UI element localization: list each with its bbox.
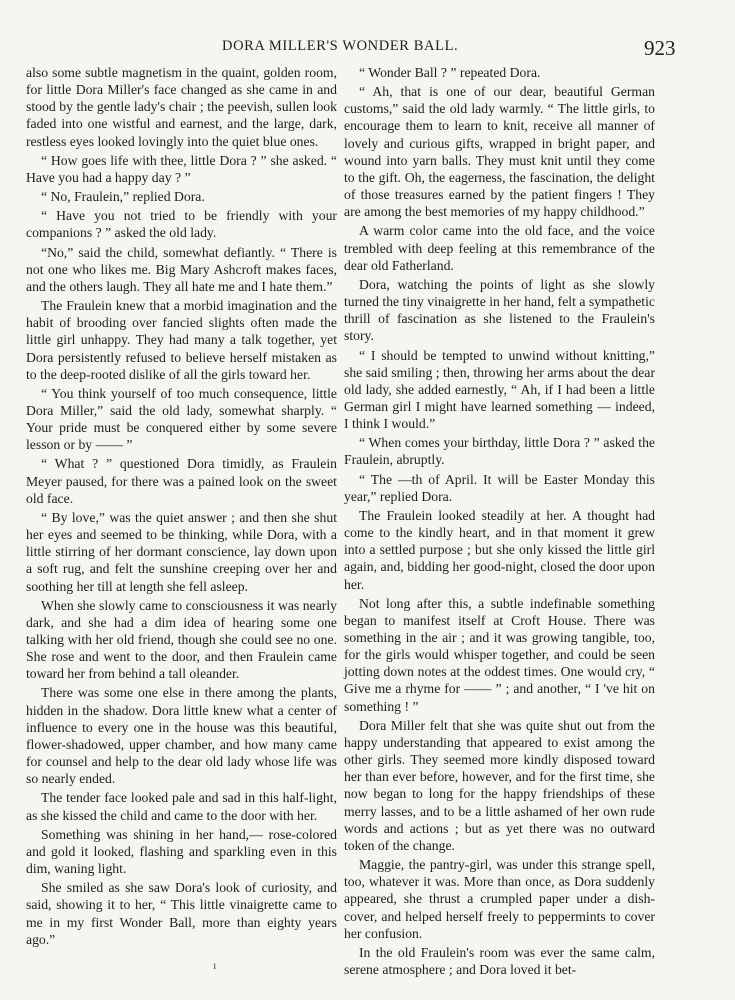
paragraph: “ Wonder Ball ? ” repeated Dora. [359, 65, 541, 80]
paragraph: The Fraulein knew that a morbid imagination and the habit of brooding over fancied slights often made the little girl unhappy. They had many a talk together, yet Dora persistently refused to believe herself mistaken as to the deep-rooted dislike of all the girls toward her. [26, 298, 337, 382]
paragraph: “ Have you not tried to be friendly with your companions ? ” asked the old lady. [26, 208, 337, 241]
paragraph: Not long after this, a subtle indefinable something began to manifest itself at Croft House. There was something in the air ; and it was growing tangible, too, for the girls would whisper together, and could be seen jotting down notes at the oddest times. One would cry, “ Give me a rhyme for —— ” ; and another, “ I 've hit on something ! ” [344, 595, 655, 714]
running-title: DORA MILLER'S WONDER BALL. [222, 38, 459, 54]
right-column [344, 64, 655, 980]
left-column [26, 64, 337, 950]
paragraph: “ By love,” was the quiet answer ; and then she shut her eyes and seemed to be thinking, while Dora, with a little stirring of her dormant conscience, lay down upon a soft rug, and felt the sunshine creeping over her and soothing her till at length she fell asleep. [26, 509, 337, 594]
paragraph: There was some one else in there among the plants, hidden in the shadow. Dora little knew what a center of influence to every one in the house was this beautiful, flower-shadowed, upper chamber, and how many came for counsel and help to the dear old lady whose life was so nearly ended. [26, 685, 337, 787]
paragraph: The Fraulein looked steadily at her. A thought had come to the kindly heart, and in that moment it grew into a settled purpose ; but she only kissed the little girl again, and, bidding her good-night, closed the door upon her. [344, 507, 655, 592]
paragraph: The tender face looked pale and sad in this half-light, as she kissed the child and came to the door with her. [26, 790, 337, 823]
paragraph: “ The —th of April. It will be Easter Monday this year,” replied Dora. [344, 471, 655, 504]
paragraph: In the old Fraulein's room was ever the same calm, serene atmosphere ; and Dora loved it bet- [344, 944, 655, 977]
paragraph: When she slowly came to consciousness it was nearly dark, and she had a dim idea of hearing some one talking with her old friend, though she could see no one. She rose and went to the door, and then Fraulein came toward her from behind a tall oleander. [26, 597, 337, 682]
paragraph: She smiled as she saw Dora's look of curiosity, and said, showing it to her, “ This little vinaigrette came to me in my first Wonder Ball, more than eighty years ago.” [26, 880, 337, 947]
paragraph: “ I should be tempted to unwind without knitting,” she said smiling ; then, throwing her arms about the dear old lady, she added earnestly, “ Ah, if I had been a little German girl I might have learned something — indeed, I think I would.” [344, 347, 655, 432]
paragraph: “ How goes life with thee, little Dora ? ” she asked. “ Have you had a happy day ? ” [26, 152, 337, 185]
paragraph: “ No, Fraulein,” replied Dora. [41, 189, 205, 205]
paragraph: “ When comes your birthday, little Dora ? ” asked the Fraulein, abruptly. [344, 435, 655, 468]
page-mark: ı [213, 958, 217, 972]
paragraph: Dora Miller felt that she was quite shut out from the happy understanding that appeared to exist among the other girls. They seemed more kindly disposed toward her than ever before, however, and for the first time, she now began to long for the happy friendships of these merry lasses, and to be a little ashamed of her own rude words and actions ; but as yet there was no outward token of the change. [344, 717, 655, 853]
paragraph: “No,” said the child, somewhat defiantly. “ There is not one who likes me. Big Mary Ashcroft makes faces, and the others laugh. They all hate me and I hate them.” [26, 244, 337, 294]
paragraph: “ What ? ” questioned Dora timidly, as Fraulein Meyer paused, for there was a pained look on the sweet old face. [26, 456, 337, 506]
paragraph: A warm color came into the old face, and the voice trembled with deep feeling at this remembrance of the dear old Fatherland. [344, 223, 655, 273]
paragraph: also some subtle magnetism in the quaint, golden room, for little Dora Miller's face changed as she came in and stood by the gentle lady's chair ; the peevish, sullen look faded into one wistful and earnest, and the large, dark, restless eyes looked lovingly into the quiet blue ones. [26, 65, 337, 149]
page-number: 923 [644, 36, 676, 60]
paragraph: Something was shining in her hand,— rose-colored and gold it looked, flashing and sparkling even in this dim, waning light. [26, 826, 337, 877]
paragraph: Dora, watching the points of light as she slowly turned the tiny vinaigrette in her hand, felt a sympathetic thrill of fascination as she listened to the Fraulein's story. [344, 276, 655, 344]
paragraph: “ You think yourself of too much consequence, little Dora Miller,” said the old lady, somewhat sharply. “ Your pride must be conquered either by some severe lesson or by —— ” [26, 385, 337, 453]
running-header [0, 36, 735, 60]
paragraph: “ Ah, that is one of our dear, beautiful German customs,” said the old lady warmly. “ The little girls, to encourage them to learn to knit, receive all manner of lovely and curious gifts, wrapped in bright paper, and wound into yarn balls. They must knit until they come to the gift. Oh, the eagerness, the fascination, the delight of those treasures earned by the patient fingers ! They are among the best memories of my happy childhood.” [344, 84, 655, 220]
paragraph: Maggie, the pantry-girl, was under this strange spell, too, whatever it was. More than once, as Dora suddenly appeared, she thrust a crumpled paper under a dish-cover, and helped herself freely to peppermints to cover her confusion. [344, 857, 655, 941]
